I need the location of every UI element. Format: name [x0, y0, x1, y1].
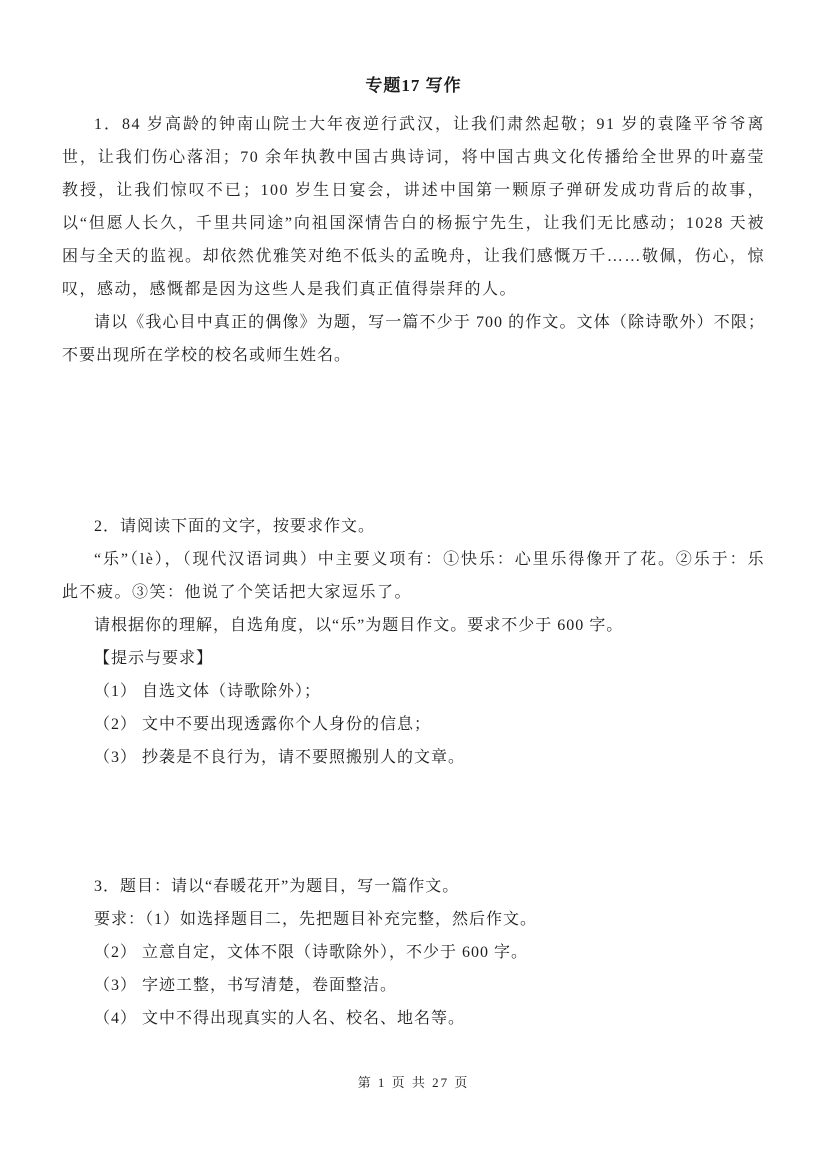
question-1: [62, 108, 765, 372]
page-title: 专题17 写作: [365, 76, 462, 95]
question-3: [62, 870, 765, 1035]
question-3-heading: 3．题目：请以“春暖花开”为题目，写一篇作文。: [94, 878, 460, 895]
question-2-requirement-3: （3） 抄袭是不良行为，请不要照搬别人的文章。: [94, 749, 466, 766]
question-3-requirement-4: （4） 文中不得出现真实的人名、校名、地名等。: [94, 1010, 466, 1027]
question-2: [62, 510, 765, 774]
question-2-hint-title: 【提示与要求】: [94, 650, 214, 667]
question-3-requirement-3: （3） 字迹工整，书写清楚，卷面整洁。: [94, 977, 398, 994]
question-2-requirement-1: （1） 自选文体（诗歌除外）；: [94, 683, 322, 700]
question-1-material: 1．84 岁高龄的钟南山院士大年夜逆行武汉，让我们肃然起敬；91 岁的袁隆平爷爷离世，让我们伤心落泪；70 余年执教中国古典诗词，将中国古典文化传播给全世界的叶嘉莹教授，让我们惊叹不已；100 岁生日宴会，讲述中国第一颗原子弹研发成功背后的故事，以“但愿人长久，千里共同途”向祖国深情告白的杨振宁先生，让我们无比感动；1028 天被困与全天的监视。却依然优雅笑对绝不低头的孟晚舟，让我们感慨万千……敬佩，伤心，惊叹，感动，感慨都是因为这些人是我们真正值得崇拜的人。: [62, 116, 765, 298]
question-2-requirement-2: （2） 文中不要出现透露你个人身份的信息；: [94, 716, 432, 733]
question-2-material: “乐”（lè），（现代汉语词典）中主要义项有：①快乐：心里乐得像开了花。②乐于：乐此不疲。③笑：他说了个笑话把大家逗乐了。: [62, 551, 765, 601]
question-1-task: 请以《我心目中真正的偶像》为题，写一篇不少于 700 的作文。文体（除诗歌外）不限；不要出现所在学校的校名或师生姓名。: [62, 314, 765, 364]
question-3-requirement-intro: 要求：（1）如选择题目二，先把题目补充完整，然后作文。: [94, 911, 538, 928]
question-2-task: 请根据你的理解，自选角度，以“乐”为题目作文。要求不少于 600 字。: [94, 617, 624, 634]
question-2-heading: 2．请阅读下面的文字，按要求作文。: [94, 518, 376, 535]
question-3-requirement-2: （2） 立意自定，文体不限（诗歌除外），不少于 600 字。: [94, 944, 529, 961]
page-number: 第 1 页 共 27 页: [357, 1075, 470, 1090]
